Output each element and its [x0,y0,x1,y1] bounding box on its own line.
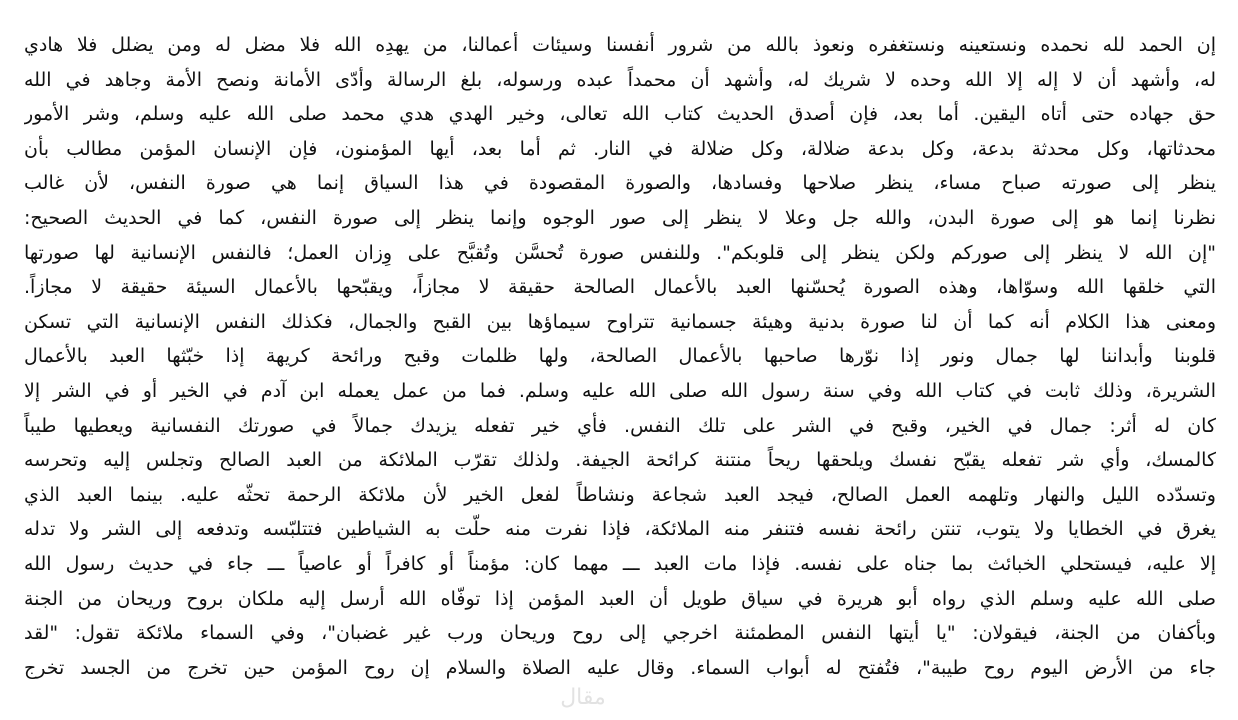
text-line-17: صلى الله عليه وسلم الذي رواه أبو هريرة في سياق طويل أن العبد المؤمن إذا توفّاه الله أرسل إليه ملكان بروح وريحان من الجنة [24,587,1216,610]
text-line-10: قلوبنا وأبداننا لها جمال ونور إذا نوّرها صاحبها بالأعمال الصالحة، ولها ظلمات وقبح ورائحة كريهة إذا خبّثها العبد بالأعمال [24,345,1216,368]
text-line-6: نظرنا إنما هو إلى صورة البدن، والله جل وعلا لا ينظر إلى صور الوجوه وإنما ينظر إلى صورة النفس، كما في الحديث الصحيح: [24,206,1216,229]
text-line-2: له، وأشهد أن لا إله إلا الله وحده لا شريك له، وأشهد أن محمداً عبده ورسوله، بلغ الرسالة وأدّى الأمانة ونصح الأمة وجاهد في الله [24,68,1216,91]
text-line-7: "إن الله لا ينظر إلى صوركم ولكن ينظر إلى قلوبكم". وللنفس صورة تُحسَّن وتُقبَّح على وِزان العمل؛ فالنفس الإنسانية لها صورتها [24,241,1216,264]
text-line-8: التي خلقها الله وسوّاها، وهذه الصورة يُحسّنها العبد بالأعمال الصالحة حقيقة لا مجازاً، ويقبّحها بالأعمال السيئة حقيقة لا مجازاً. [24,276,1216,299]
site-watermark: مقال [560,685,606,710]
text-line-12: كان له أثر: جمال في الخير، وقبح في الشر على تلك النفس. فأي خير تفعله يزيدك جمالاً في صورتك النفسانية ويعطيها طيباً [24,414,1216,437]
text-line-4: محدثاتها، وكل محدثة بدعة، وكل بدعة ضلالة، وكل ضلالة في النار. ثم أما بعد، أيها المؤمنون، فإن الإنسان المؤمن مطالب بأن [24,137,1216,160]
text-line-5: ينظر إلى صورته صباح مساء، ينظر صلاحها وفسادها، والصورة المقصودة في هذا السياق إنما هي صورة النفس، لأن غالب [24,172,1216,195]
text-line-14: وتسدّده الليل والنهار وتلهمه العمل الصالح، فيجد العبد شجاعة ونشاطاً لفعل الخير لأن ملائكة الرحمة تحثّه عليه. بينما العبد الذي [24,483,1216,506]
text-line-19: جاء من الأرض اليوم روح طيبة"، فتُفتح له أبواب السماء. وقال عليه الصلاة والسلام إن روح المؤمن حين تخرج من الجسد تخرج [24,656,1216,679]
text-line-18: وبأكفان من الجنة، فيقولان: "يا أيتها النفس المطمئنة اخرجي إلى روح وريحان ورب غير غضبان"، وفي السماء ملائكة تقول: "لقد [24,622,1216,645]
text-line-16: إلا عليه، فيستحلي الخبائث بما جناه على نفسه. فإذا مات العبد ـــ مهما كان: مؤمناً أو كافراً أو عاصياً ـــ جاء في حديث رسول الله [24,552,1216,575]
text-line-13: كالمسك، وأي شر تفعله يقبّح نفسك ويلحقها ريحاً منتنة كرائحة الجيفة. ولذلك تقرّب الملائكة من العبد الصالح وتجلس إليه وتحرسه [24,449,1216,472]
text-line-11: الشريرة، وذلك ثابت في كتاب الله وفي سنة رسول الله صلى الله عليه وسلم. فما من عمل يعمله ابن آدم في الخير أو في الشر إلا [24,379,1216,402]
text-line-1: إن الحمد لله نحمده ونستعينه ونستغفره ونعوذ بالله من شرور أنفسنا وسيئات أعمالنا، من يهدِه الله فلا مضل له ومن يضلل فلا هادي [24,34,1216,56]
text-line-9: ومعنى هذا الكلام أنه كما أن لنا صورة بدنية وهيئة جسمانية تتراوح سيماؤها بين القبح والجمال، فكذلك النفس الإنسانية التي تسكن [24,310,1216,333]
article-body [0,28,1238,681]
text-line-15: يغرق في الخطايا ولا يتوب، تنتن رائحة نفسه فتنفر منه الملائكة، فإذا نفرت منه حلّت به الشياطين فتتلبّسه وتدفعه إلى الشر ولا تدله [24,518,1216,541]
text-line-3: حق جهاده حتى أتاه اليقين. أما بعد، فإن أصدق الحديث كتاب الله تعالى، وخير الهدي هدي محمد صلى الله عليه وسلم، وشر الأمور [24,103,1216,126]
